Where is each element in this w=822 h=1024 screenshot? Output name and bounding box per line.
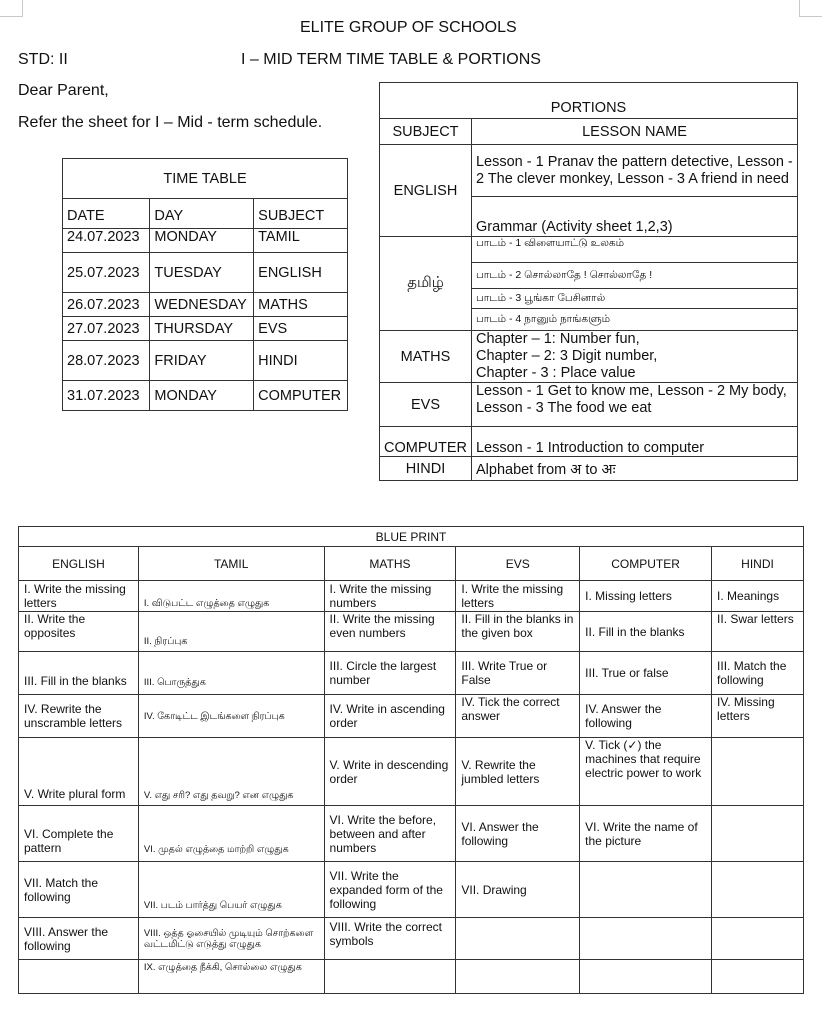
blueprint-cell: II. Fill in the blanks in the given box bbox=[456, 612, 580, 652]
blueprint-cell: III. Match the following bbox=[712, 652, 804, 695]
blueprint-cell: V. Write in descending order bbox=[324, 738, 456, 806]
blueprint-header-tamil: TAMIL bbox=[138, 547, 324, 581]
blueprint-cell: V. Tick (✓) the machines that require electric power to work bbox=[580, 738, 712, 806]
page-corner-right bbox=[799, 0, 822, 17]
timetable-header-subject: SUBJECT bbox=[254, 199, 348, 229]
blueprint-cell: VII. Drawing bbox=[456, 862, 580, 918]
blueprint-header-maths: MATHS bbox=[324, 547, 456, 581]
blueprint-row bbox=[19, 862, 804, 918]
timetable-subject: COMPUTER bbox=[254, 381, 348, 411]
blueprint-cell: VII. Write the expanded form of the following bbox=[324, 862, 456, 918]
portions-hindi-lessons: Alphabet from अ to अः bbox=[471, 457, 797, 481]
blueprint-cell: II. Swar letters bbox=[712, 612, 804, 652]
blueprint-cell bbox=[456, 960, 580, 994]
blueprint-cell: IV. Answer the following bbox=[580, 695, 712, 738]
schedule-note: Refer the sheet for I – Mid - term schedule. bbox=[18, 114, 323, 131]
blueprint-cell: III. True or false bbox=[580, 652, 712, 695]
blueprint-header-computer: COMPUTER bbox=[580, 547, 712, 581]
blueprint-cell: VI. Answer the following bbox=[456, 806, 580, 862]
blueprint-cell: III. Fill in the blanks bbox=[19, 652, 139, 695]
blueprint-cell: VIII. ஒத்த ஓசையில் முடியும் சொற்களை வட்டமிட்டு எடுத்து எழுதுக bbox=[138, 918, 324, 960]
blueprint-cell: VIII. Write the correct symbols bbox=[324, 918, 456, 960]
timetable-subject: ENGLISH bbox=[254, 253, 348, 293]
blueprint-cell: V. Write plural form bbox=[19, 738, 139, 806]
portions-tamil-lesson: பாடம் - 4 நானும் நாங்களும் bbox=[471, 309, 797, 331]
blueprint-cell: I. Write the missing letters bbox=[19, 581, 139, 612]
timetable-day: WEDNESDAY bbox=[150, 293, 254, 317]
blueprint-cell: VI. Write the name of the picture bbox=[580, 806, 712, 862]
blueprint-cell: IV. Write in ascending order bbox=[324, 695, 456, 738]
blueprint-cell bbox=[712, 806, 804, 862]
portions-subject-evs: EVS bbox=[380, 383, 472, 427]
portions-subject-computer: COMPUTER bbox=[380, 427, 472, 457]
timetable-header-date: DATE bbox=[63, 199, 150, 229]
portions-subject-tamil: தமிழ் bbox=[380, 237, 472, 331]
portions-maths-lessons bbox=[471, 331, 797, 383]
page-corner-left bbox=[0, 0, 23, 17]
timetable-header-day: DAY bbox=[150, 199, 254, 229]
portions-english-lessons: Lesson - 1 Pranav the pattern detective, Lesson - 2 The clever monkey, Lesson - 3 A friend in need bbox=[471, 145, 797, 197]
blueprint-cell: III. Circle the largest number bbox=[324, 652, 456, 695]
blueprint-cell: II. Fill in the blanks bbox=[580, 612, 712, 652]
blueprint-cell: VI. Complete the pattern bbox=[19, 806, 139, 862]
timetable-row bbox=[63, 341, 348, 381]
portions-subject-maths: MATHS bbox=[380, 331, 472, 383]
blueprint-row bbox=[19, 581, 804, 612]
timetable-date: 26.07.2023 bbox=[63, 293, 150, 317]
blueprint-cell: VI. Write the before, between and after numbers bbox=[324, 806, 456, 862]
portions-tamil-lesson: பாடம் - 3 பூங்கா பேசினால் bbox=[471, 289, 797, 309]
blueprint-caption: BLUE PRINT bbox=[19, 527, 804, 547]
portions-subject-english: ENGLISH bbox=[380, 145, 472, 237]
blueprint-cell: IX. எழுத்தை நீக்கி, சொல்லை எழுதுக bbox=[138, 960, 324, 994]
page-title: I – MID TERM TIME TABLE & PORTIONS bbox=[241, 51, 541, 68]
blueprint-cell: I. Write the missing letters bbox=[456, 581, 580, 612]
portions-subject-hindi: HINDI bbox=[380, 457, 472, 481]
blueprint-row bbox=[19, 918, 804, 960]
timetable-date: 25.07.2023 bbox=[63, 253, 150, 293]
standard-label: STD: II bbox=[18, 51, 68, 68]
blueprint-cell bbox=[712, 918, 804, 960]
blueprint-cell: II. Write the missing even numbers bbox=[324, 612, 456, 652]
timetable-date: 27.07.2023 bbox=[63, 317, 150, 341]
blueprint-cell bbox=[19, 960, 139, 994]
blueprint-cell: VI. முதல் எழுத்தை மாற்றி எழுதுக bbox=[138, 806, 324, 862]
timetable-day: MONDAY bbox=[150, 229, 254, 253]
blueprint-header-hindi: HINDI bbox=[712, 547, 804, 581]
blueprint-cell bbox=[324, 960, 456, 994]
blueprint-row bbox=[19, 960, 804, 994]
portions-header-lesson: LESSON NAME bbox=[471, 119, 797, 145]
blueprint-row bbox=[19, 738, 804, 806]
timetable-subject: MATHS bbox=[254, 293, 348, 317]
blueprint-cell bbox=[580, 960, 712, 994]
portions-evs-lessons: Lesson - 1 Get to know me, Lesson - 2 My body, Lesson - 3 The food we eat bbox=[471, 383, 797, 427]
timetable-day: TUESDAY bbox=[150, 253, 254, 293]
blueprint-cell: VII. Match the following bbox=[19, 862, 139, 918]
blueprint-cell: IV. Tick the correct answer bbox=[456, 695, 580, 738]
blueprint-cell bbox=[580, 918, 712, 960]
portions-caption: PORTIONS bbox=[380, 83, 798, 119]
school-name: ELITE GROUP OF SCHOOLS bbox=[300, 19, 517, 36]
blueprint-table bbox=[18, 526, 804, 994]
blueprint-cell: IV. கோடிட்ட இடங்களை நிரப்புக bbox=[138, 695, 324, 738]
blueprint-cell: V. Rewrite the jumbled letters bbox=[456, 738, 580, 806]
blueprint-cell: IV. Rewrite the unscramble letters bbox=[19, 695, 139, 738]
blueprint-cell: I. Meanings bbox=[712, 581, 804, 612]
blueprint-cell: VII. படம் பார்த்து பெயர் எழுதுக bbox=[138, 862, 324, 918]
blueprint-row bbox=[19, 652, 804, 695]
portions-tamil-lesson: பாடம் - 2 சொல்லாதே ! சொல்லாதே ! bbox=[471, 263, 797, 289]
blueprint-cell: III. பொருத்துக bbox=[138, 652, 324, 695]
maths-chapter: Chapter - 3 : Place value bbox=[475, 365, 636, 381]
blueprint-cell: V. எது சரி? எது தவறு? என எழுதுக bbox=[138, 738, 324, 806]
timetable-subject: TAMIL bbox=[254, 229, 348, 253]
blueprint-header-english: ENGLISH bbox=[19, 547, 139, 581]
blueprint-cell bbox=[712, 862, 804, 918]
timetable-subject: HINDI bbox=[254, 341, 348, 381]
blueprint-cell: I. விடுபட்ட எழுத்தை எழுதுக bbox=[138, 581, 324, 612]
timetable-row bbox=[63, 293, 348, 317]
blueprint-cell bbox=[712, 960, 804, 994]
timetable bbox=[62, 158, 348, 411]
blueprint-cell: I. Missing letters bbox=[580, 581, 712, 612]
timetable-date: 24.07.2023 bbox=[63, 229, 150, 253]
portions-table bbox=[379, 82, 798, 481]
blueprint-cell: I. Write the missing numbers bbox=[324, 581, 456, 612]
portions-english-grammar: Grammar (Activity sheet 1,2,3) bbox=[471, 197, 797, 237]
blueprint-cell: II. நிரப்புக bbox=[138, 612, 324, 652]
timetable-day: THURSDAY bbox=[150, 317, 254, 341]
timetable-day: MONDAY bbox=[150, 381, 254, 411]
blueprint-cell: III. Write True or False bbox=[456, 652, 580, 695]
timetable-caption: TIME TABLE bbox=[63, 159, 348, 199]
blueprint-cell bbox=[712, 738, 804, 806]
blueprint-cell: VIII. Answer the following bbox=[19, 918, 139, 960]
timetable-date: 31.07.2023 bbox=[63, 381, 150, 411]
timetable-day: FRIDAY bbox=[150, 341, 254, 381]
timetable-row bbox=[63, 253, 348, 293]
blueprint-row bbox=[19, 612, 804, 652]
timetable-date: 28.07.2023 bbox=[63, 341, 150, 381]
timetable-row bbox=[63, 317, 348, 341]
blueprint-row bbox=[19, 695, 804, 738]
portions-tamil-lesson: பாடம் - 1 விளையாட்டு உலகம் bbox=[471, 237, 797, 263]
blueprint-cell: II. Write the opposites bbox=[19, 612, 139, 652]
blueprint-cell bbox=[580, 862, 712, 918]
maths-chapter: Chapter – 1: Number fun, bbox=[475, 331, 640, 347]
blueprint-row bbox=[19, 806, 804, 862]
blueprint-header-evs: EVS bbox=[456, 547, 580, 581]
maths-chapter: Chapter – 2: 3 Digit number, bbox=[475, 348, 658, 364]
blueprint-cell bbox=[456, 918, 580, 960]
portions-header-subject: SUBJECT bbox=[380, 119, 472, 145]
timetable-subject: EVS bbox=[254, 317, 348, 341]
timetable-row bbox=[63, 381, 348, 411]
timetable-row bbox=[63, 229, 348, 253]
blueprint-cell: IV. Missing letters bbox=[712, 695, 804, 738]
portions-computer-lessons: Lesson - 1 Introduction to computer bbox=[471, 427, 797, 457]
salutation: Dear Parent, bbox=[18, 82, 109, 99]
